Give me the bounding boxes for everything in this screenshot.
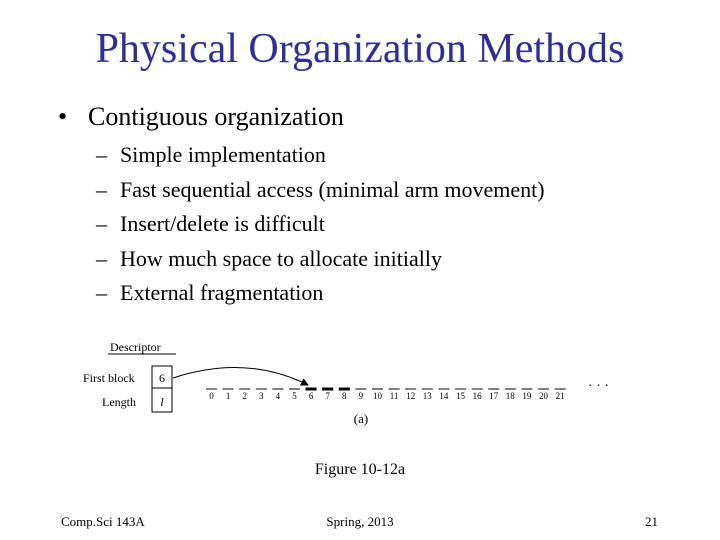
sub-bullet-text: Fast sequential access (minimal arm movement) [120,176,545,202]
block-number-label: 8 [342,391,347,401]
sub-bullet [96,211,545,246]
block-number-label: 21 [555,391,565,401]
first-block-label: First block [83,371,135,385]
block-number-label: 19 [522,391,532,401]
ellipsis: · · · [588,379,609,394]
sub-bullet-text: External fragmentation [120,280,324,305]
dash-marker: – [96,245,107,271]
dash-marker: – [96,280,107,305]
footer-course: Comp.Sci 143A [61,514,145,529]
figure-caption: Figure 10-12a [314,461,406,478]
dash-marker: – [96,176,107,202]
contiguous-allocation-diagram [76,332,616,432]
main-bullet-text: Contiguous organization [88,102,344,131]
block-number-label: 12 [406,391,416,401]
dash-marker: – [96,211,107,236]
block-number-label: 5 [292,391,297,401]
disk-block-row [206,389,566,401]
descriptor-label: Descriptor [110,340,161,354]
footer-term: Spring, 2013 [326,514,394,529]
length-label: Length [102,395,136,409]
block-number-label: 15 [456,391,465,401]
sub-bullet-list [96,142,545,315]
block-number-label: 11 [389,391,399,401]
sub-bullet-text: Simple implementation [120,142,326,167]
figure-sublabel: (a) [353,411,369,426]
block-number-label: 16 [472,391,482,401]
page-number: 21 [645,514,658,529]
sub-bullet [96,177,545,212]
dash-marker: – [96,142,107,167]
length-value: l [160,395,164,409]
block-number-label: 14 [439,391,449,401]
sub-bullet [96,246,545,281]
block-number-label: 18 [505,391,515,401]
block-number-label: 10 [373,391,382,401]
pointer-arrow [173,368,308,385]
block-number-label: 9 [358,391,364,401]
block-number-label: 3 [259,391,264,401]
first-block-value: 6 [159,371,165,385]
block-number-label: 1 [225,391,231,401]
bullet-marker: • [58,102,68,131]
block-number-label: 13 [422,391,432,401]
block-number-label: 0 [209,391,214,401]
block-number-label: 4 [275,391,281,401]
sub-bullet [96,142,545,177]
sub-bullet-text: How much space to allocate initially [120,245,442,271]
block-number-label: 2 [242,391,247,401]
block-number-label: 17 [489,391,499,401]
block-number-label: 6 [308,391,314,401]
block-number-label: 7 [325,391,330,401]
slide-title: Physical Organization Methods [95,26,625,72]
main-bullet [58,101,344,132]
sub-bullet [96,280,545,315]
sub-bullet-text: Insert/delete is difficult [120,211,325,236]
block-number-label: 20 [539,391,548,401]
